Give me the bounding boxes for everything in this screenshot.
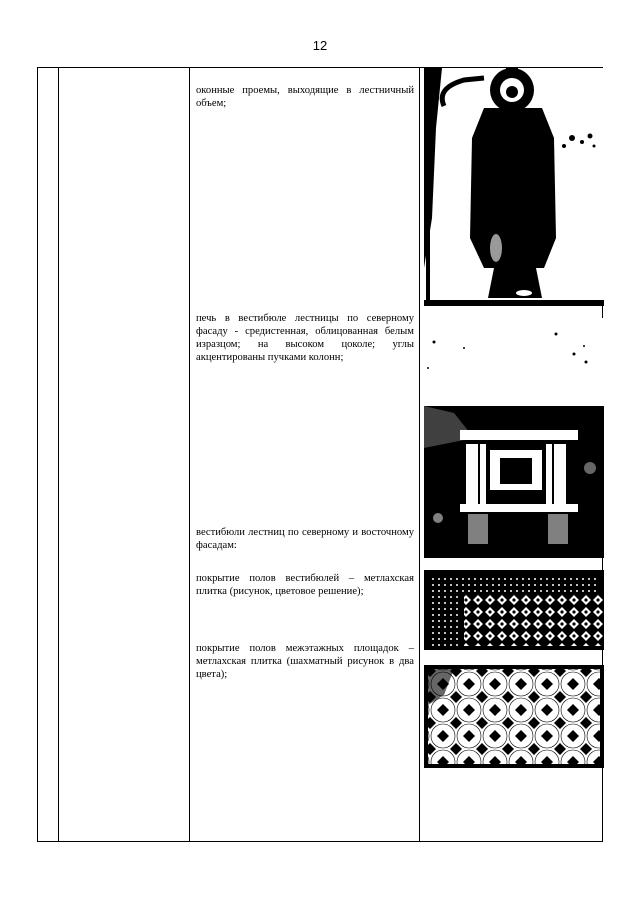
row-text-vestibule-floor: покрытие полов вестибюлей – метлахская плитка (рисунок, цветовое решение); [196,573,414,597]
page-number: 12 [312,38,328,53]
row-text-windows: оконные проемы, выходящие в лестничный объем; [196,85,414,109]
row-text-landing-floor: покрытие полов межэтажных площадок – метлахская плитка (шахматный рисунок в два цвета); [196,643,414,680]
heritage-elements-table [37,67,603,842]
stove-photo [424,318,604,558]
column-divider-3 [419,68,420,841]
column-divider-1 [58,68,59,841]
vestibule-tile-photo [424,570,604,650]
window-lamp-photo [424,68,604,306]
landing-tile-photo [424,665,604,768]
row-text-vestibules: вестибюли лестниц по северному и восточному фасадам: [196,527,414,551]
row-text-stove: печь в вестибюле лестницы по северному фасаду - средистенная, облицованная белым изразцом; на высоком цоколе; углы акцентированы пучками колонн; [196,313,414,363]
column-divider-2 [189,68,190,841]
